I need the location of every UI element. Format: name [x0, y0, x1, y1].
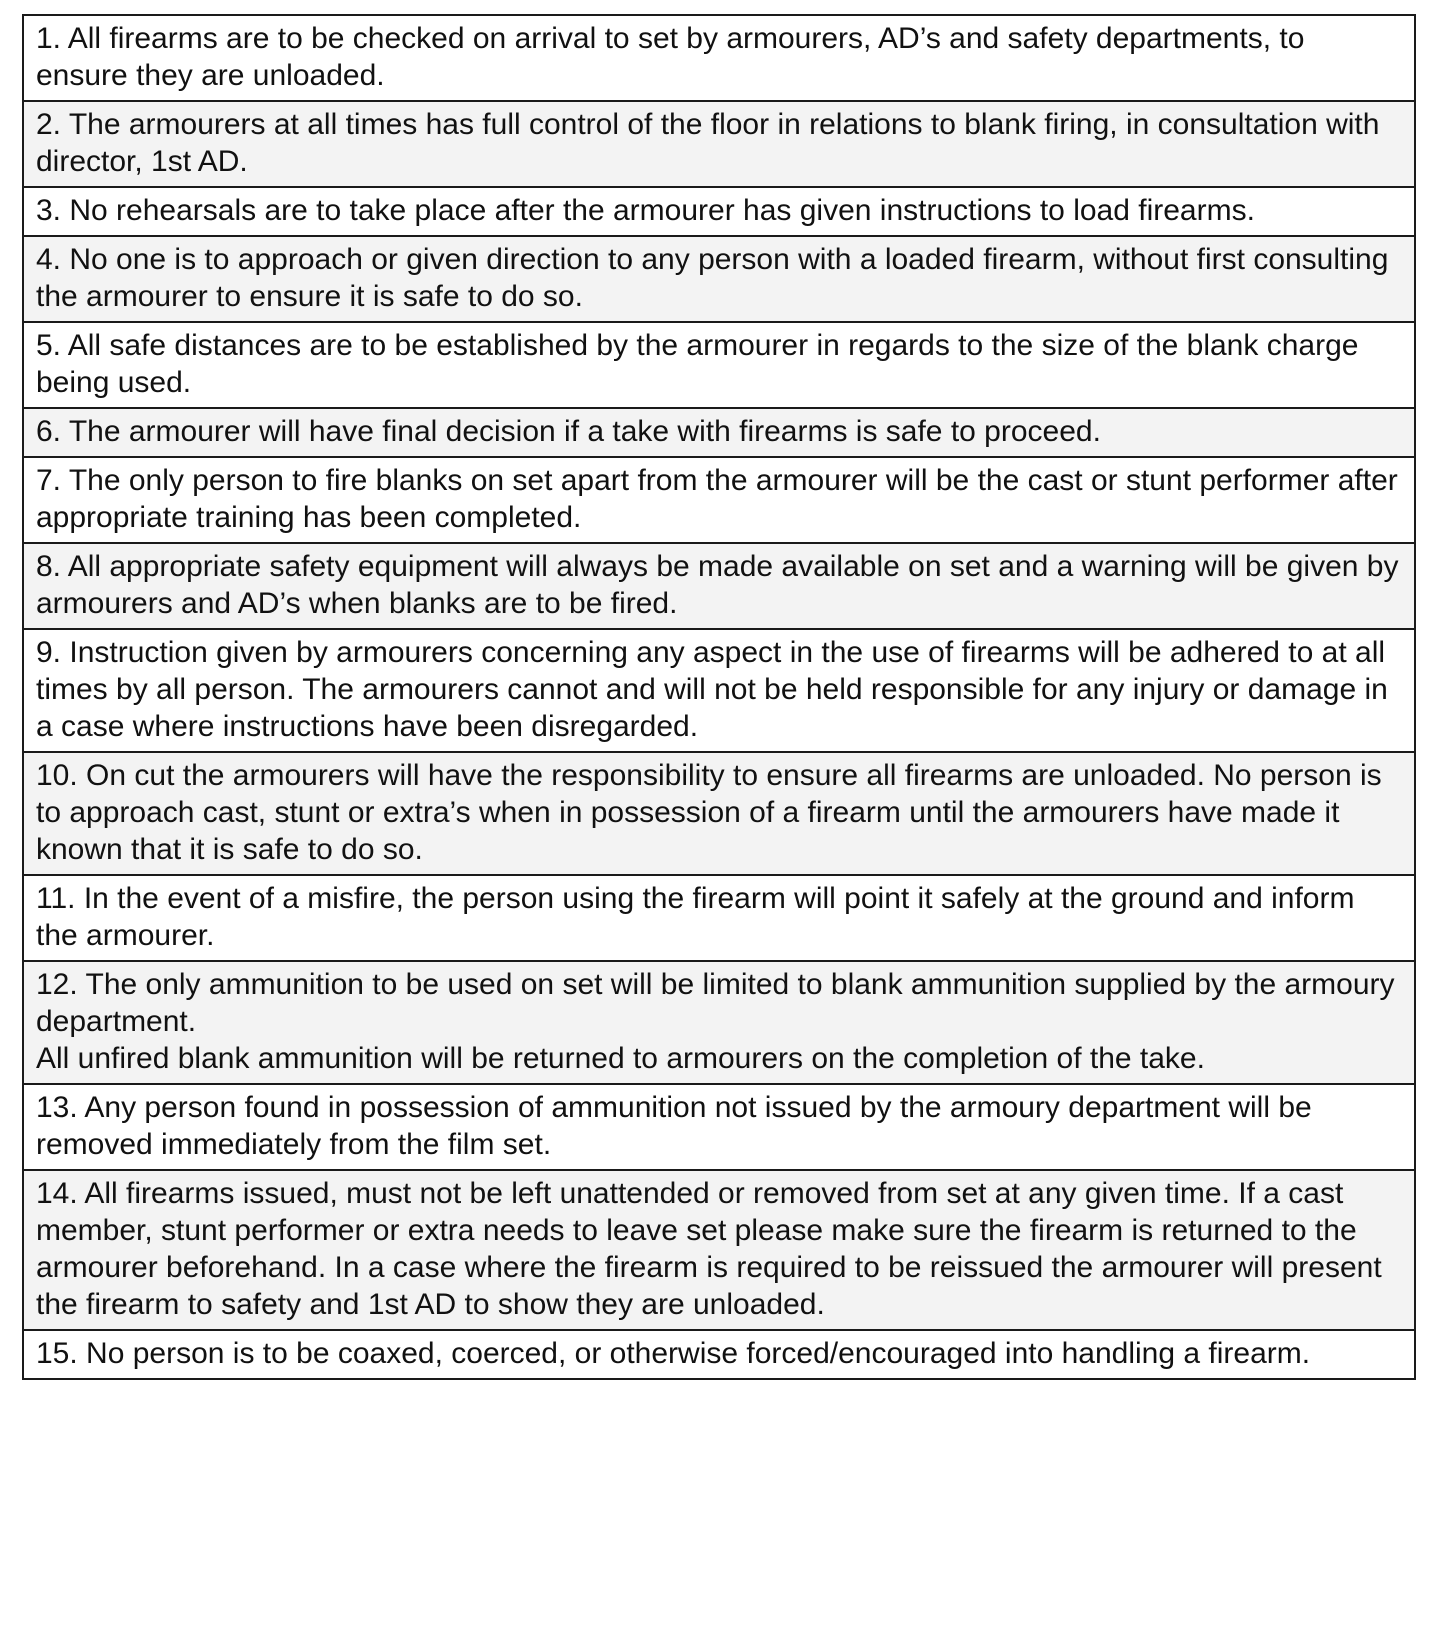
rule-7: 7. The only person to fire blanks on set apart from the armourer will be the cast or stunt performer after appropriate training has been completed. — [23, 457, 1415, 543]
rule-3: 3. No rehearsals are to take place after the armourer has given instructions to load firearms. — [23, 187, 1415, 236]
rule-4: 4. No one is to approach or given direction to any person with a loaded firearm, without first consulting the armourer to ensure it is safe to do so. — [23, 236, 1415, 322]
table-row — [23, 543, 1415, 629]
rule-14: 14. All firearms issued, must not be left unattended or removed from set at any given time. If a cast member, stunt performer or extra needs to leave set please make sure the firearm is returned to the armourer beforehand. In a case where the firearm is required to be reissued the armourer will present the firearm to safety and 1st AD to show they are unloaded. — [23, 1170, 1415, 1330]
table-row — [23, 961, 1415, 1084]
rule-5: 5. All safe distances are to be established by the armourer in regards to the size of the blank charge being used. — [23, 322, 1415, 408]
rule-1: 1. All firearms are to be checked on arrival to set by armourers, AD’s and safety departments, to ensure they are unloaded. — [23, 15, 1415, 101]
rule-8: 8. All appropriate safety equipment will always be made available on set and a warning will be given by armourers and AD’s when blanks are to be fired. — [23, 543, 1415, 629]
table-row — [23, 101, 1415, 187]
table-row — [23, 1330, 1415, 1379]
rule-6: 6. The armourer will have final decision if a take with firearms is safe to proceed. — [23, 408, 1415, 457]
rule-2: 2. The armourers at all times has full control of the floor in relations to blank firing, in consultation with director, 1st AD. — [23, 101, 1415, 187]
table-row — [23, 187, 1415, 236]
table-row — [23, 15, 1415, 101]
table-row — [23, 1084, 1415, 1170]
table-row — [23, 322, 1415, 408]
table-row — [23, 752, 1415, 875]
table-row — [23, 629, 1415, 752]
rule-15: 15. No person is to be coaxed, coerced, or otherwise forced/encouraged into handling a firearm. — [23, 1330, 1415, 1379]
rule-13: 13. Any person found in possession of ammunition not issued by the armoury department will be removed immediately from the film set. — [23, 1084, 1415, 1170]
rule-12: 12. The only ammunition to be used on set will be limited to blank ammunition supplied by the armoury department. All unfired blank ammunition will be returned to armourers on the completion of the take. — [23, 961, 1415, 1084]
table-row — [23, 457, 1415, 543]
firearms-safety-rules-table — [22, 14, 1416, 1380]
table-row — [23, 875, 1415, 961]
rule-10: 10. On cut the armourers will have the responsibility to ensure all firearms are unloaded. No person is to approach cast, stunt or extra’s when in possession of a firearm until the armourers have made it known that it is safe to do so. — [23, 752, 1415, 875]
rule-9: 9. Instruction given by armourers concerning any aspect in the use of firearms will be adhered to at all times by all person. The armourers cannot and will not be held responsible for any injury or damage in a case where instructions have been disregarded. — [23, 629, 1415, 752]
table-row — [23, 1170, 1415, 1330]
rule-11: 11. In the event of a misfire, the person using the firearm will point it safely at the ground and inform the armourer. — [23, 875, 1415, 961]
table-row — [23, 408, 1415, 457]
table-row — [23, 236, 1415, 322]
